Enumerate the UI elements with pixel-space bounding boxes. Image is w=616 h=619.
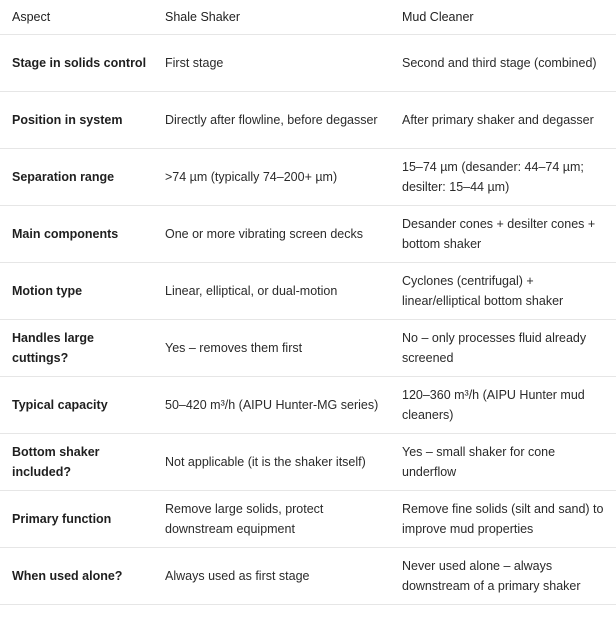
header-shale-shaker: Shale Shaker <box>165 10 241 24</box>
row-aspect: Separation range <box>12 170 115 184</box>
row-aspect: Motion type <box>12 284 83 298</box>
table-row <box>0 206 616 263</box>
row-shale-shaker: >74 µm (typically 74–200+ µm) <box>165 170 338 184</box>
table-header-row <box>0 0 616 35</box>
header-mud-cleaner: Mud Cleaner <box>402 10 474 24</box>
row-shale-shaker: Directly after flowline, before degasser <box>165 113 378 127</box>
row-aspect: Primary function <box>12 512 112 526</box>
row-shale-shaker: 50–420 m³/h (AIPU Hunter-MG series) <box>165 398 379 412</box>
table-row <box>0 377 616 434</box>
row-shale-shaker: Always used as first stage <box>165 569 310 583</box>
row-shale-shaker: Yes – removes them first <box>165 341 303 355</box>
row-mud-cleaner: Remove fine solids (silt and sand) to improve mud properties <box>402 502 604 536</box>
row-shale-shaker: First stage <box>165 56 224 70</box>
row-aspect: Main components <box>12 227 119 241</box>
row-aspect: Typical capacity <box>12 398 108 412</box>
row-aspect: When used alone? <box>12 569 123 583</box>
row-shale-shaker: Remove large solids, protect downstream equipment <box>165 502 324 536</box>
table-row <box>0 434 616 491</box>
row-mud-cleaner: After primary shaker and degasser <box>402 113 594 127</box>
table-row <box>0 149 616 206</box>
row-mud-cleaner: Second and third stage (combined) <box>402 56 597 70</box>
row-mud-cleaner: Cyclones (centrifugal) + linear/elliptical bottom shaker <box>402 274 564 308</box>
table-row <box>0 491 616 548</box>
row-mud-cleaner: 15–74 µm (desander: 44–74 µm; desilter: 15–44 µm) <box>402 160 584 194</box>
header-aspect: Aspect <box>12 10 51 24</box>
row-shale-shaker: One or more vibrating screen decks <box>165 227 364 241</box>
row-mud-cleaner: 120–360 m³/h (AIPU Hunter mud cleaners) <box>402 388 585 422</box>
table-row <box>0 548 616 605</box>
row-aspect: Bottom shaker included? <box>12 445 100 479</box>
row-aspect: Stage in solids control <box>12 56 147 70</box>
row-shale-shaker: Linear, elliptical, or dual-motion <box>165 284 338 298</box>
row-aspect: Position in system <box>12 113 123 127</box>
table-row <box>0 92 616 149</box>
table-row <box>0 320 616 377</box>
row-mud-cleaner: Never used alone – always downstream of a primary shaker <box>402 559 581 593</box>
table-row <box>0 35 616 92</box>
row-shale-shaker: Not applicable (it is the shaker itself) <box>165 455 366 469</box>
row-mud-cleaner: Yes – small shaker for cone underflow <box>402 445 556 479</box>
row-aspect: Handles large cuttings? <box>12 331 94 365</box>
table-row <box>0 263 616 320</box>
row-mud-cleaner: No – only processes fluid already screened <box>402 331 587 365</box>
row-mud-cleaner: Desander cones + desilter cones + bottom shaker <box>402 217 596 251</box>
